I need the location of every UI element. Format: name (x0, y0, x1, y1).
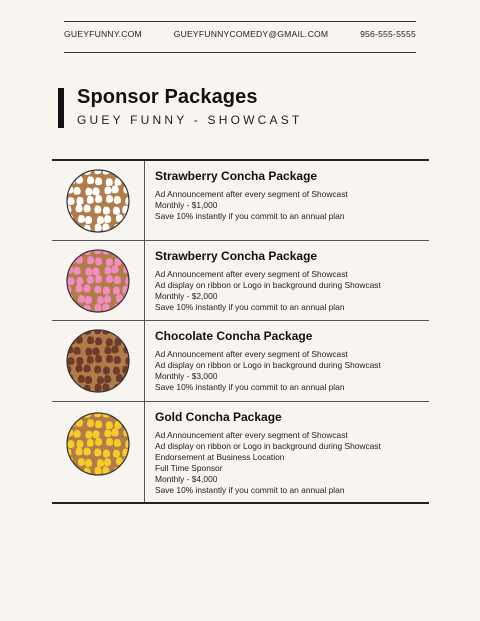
page-title: Sponsor Packages (77, 86, 258, 108)
concha-icon (64, 167, 132, 235)
package-line: Save 10% instantly if you commit to an annual plan (155, 485, 345, 495)
package-line: Ad Announcement after every segment of Showcast (155, 430, 348, 440)
package-line: Endorsement at Business Location (155, 452, 285, 462)
website-text: GUEYFUNNY.COM (64, 29, 142, 39)
package-line: Save 10% instantly if you commit to an annual plan (155, 211, 345, 221)
concha-image-cell (52, 402, 145, 502)
title-accent-bar (58, 88, 64, 128)
email-text: GUEYFUNNYCOMEDY@GMAIL.COM (173, 29, 329, 39)
phone-text: 956-555-5555 (360, 29, 416, 39)
concha-image-cell (52, 161, 145, 240)
package-line: Ad Announcement after every segment of Showcast (155, 349, 348, 359)
package-line: Monthly - $1,000 (155, 200, 218, 210)
header-bottom-rule (64, 52, 416, 53)
concha-image-cell (52, 321, 145, 401)
package-title: Chocolate Concha Package (155, 329, 313, 343)
header-top-rule (64, 21, 416, 22)
package-row (52, 161, 429, 241)
concha-image-cell (52, 241, 145, 320)
package-title: Strawberry Concha Package (155, 169, 318, 183)
package-line: Ad Announcement after every segment of Showcast (155, 189, 348, 199)
package-line: Full Time Sponsor (155, 463, 223, 473)
package-line: Monthly - $3,000 (155, 371, 218, 381)
package-details (145, 321, 429, 401)
concha-icon (64, 247, 132, 315)
package-line: Ad Announcement after every segment of Showcast (155, 269, 348, 279)
package-title: Gold Concha Package (155, 410, 282, 424)
package-details (145, 241, 429, 320)
package-row (52, 402, 429, 502)
concha-icon (64, 327, 132, 395)
package-row (52, 321, 429, 402)
package-line: Ad display on ribbon or Logo in background during Showcast (155, 360, 381, 370)
package-line: Ad display on ribbon or Logo in background during Showcast (155, 441, 381, 451)
package-details (145, 161, 429, 240)
package-line: Save 10% instantly if you commit to an annual plan (155, 302, 345, 312)
package-details (145, 402, 429, 502)
page-subtitle: GUEY FUNNY - SHOWCAST (77, 113, 303, 127)
packages-table (52, 159, 429, 504)
package-line: Monthly - $2,000 (155, 291, 218, 301)
package-line: Ad display on ribbon or Logo in background during Showcast (155, 280, 381, 290)
contact-header (64, 29, 416, 39)
package-line: Save 10% instantly if you commit to an annual plan (155, 382, 345, 392)
package-title: Strawberry Concha Package (155, 249, 318, 263)
package-row (52, 241, 429, 321)
concha-icon (64, 410, 132, 478)
package-line: Monthly - $4,000 (155, 474, 218, 484)
